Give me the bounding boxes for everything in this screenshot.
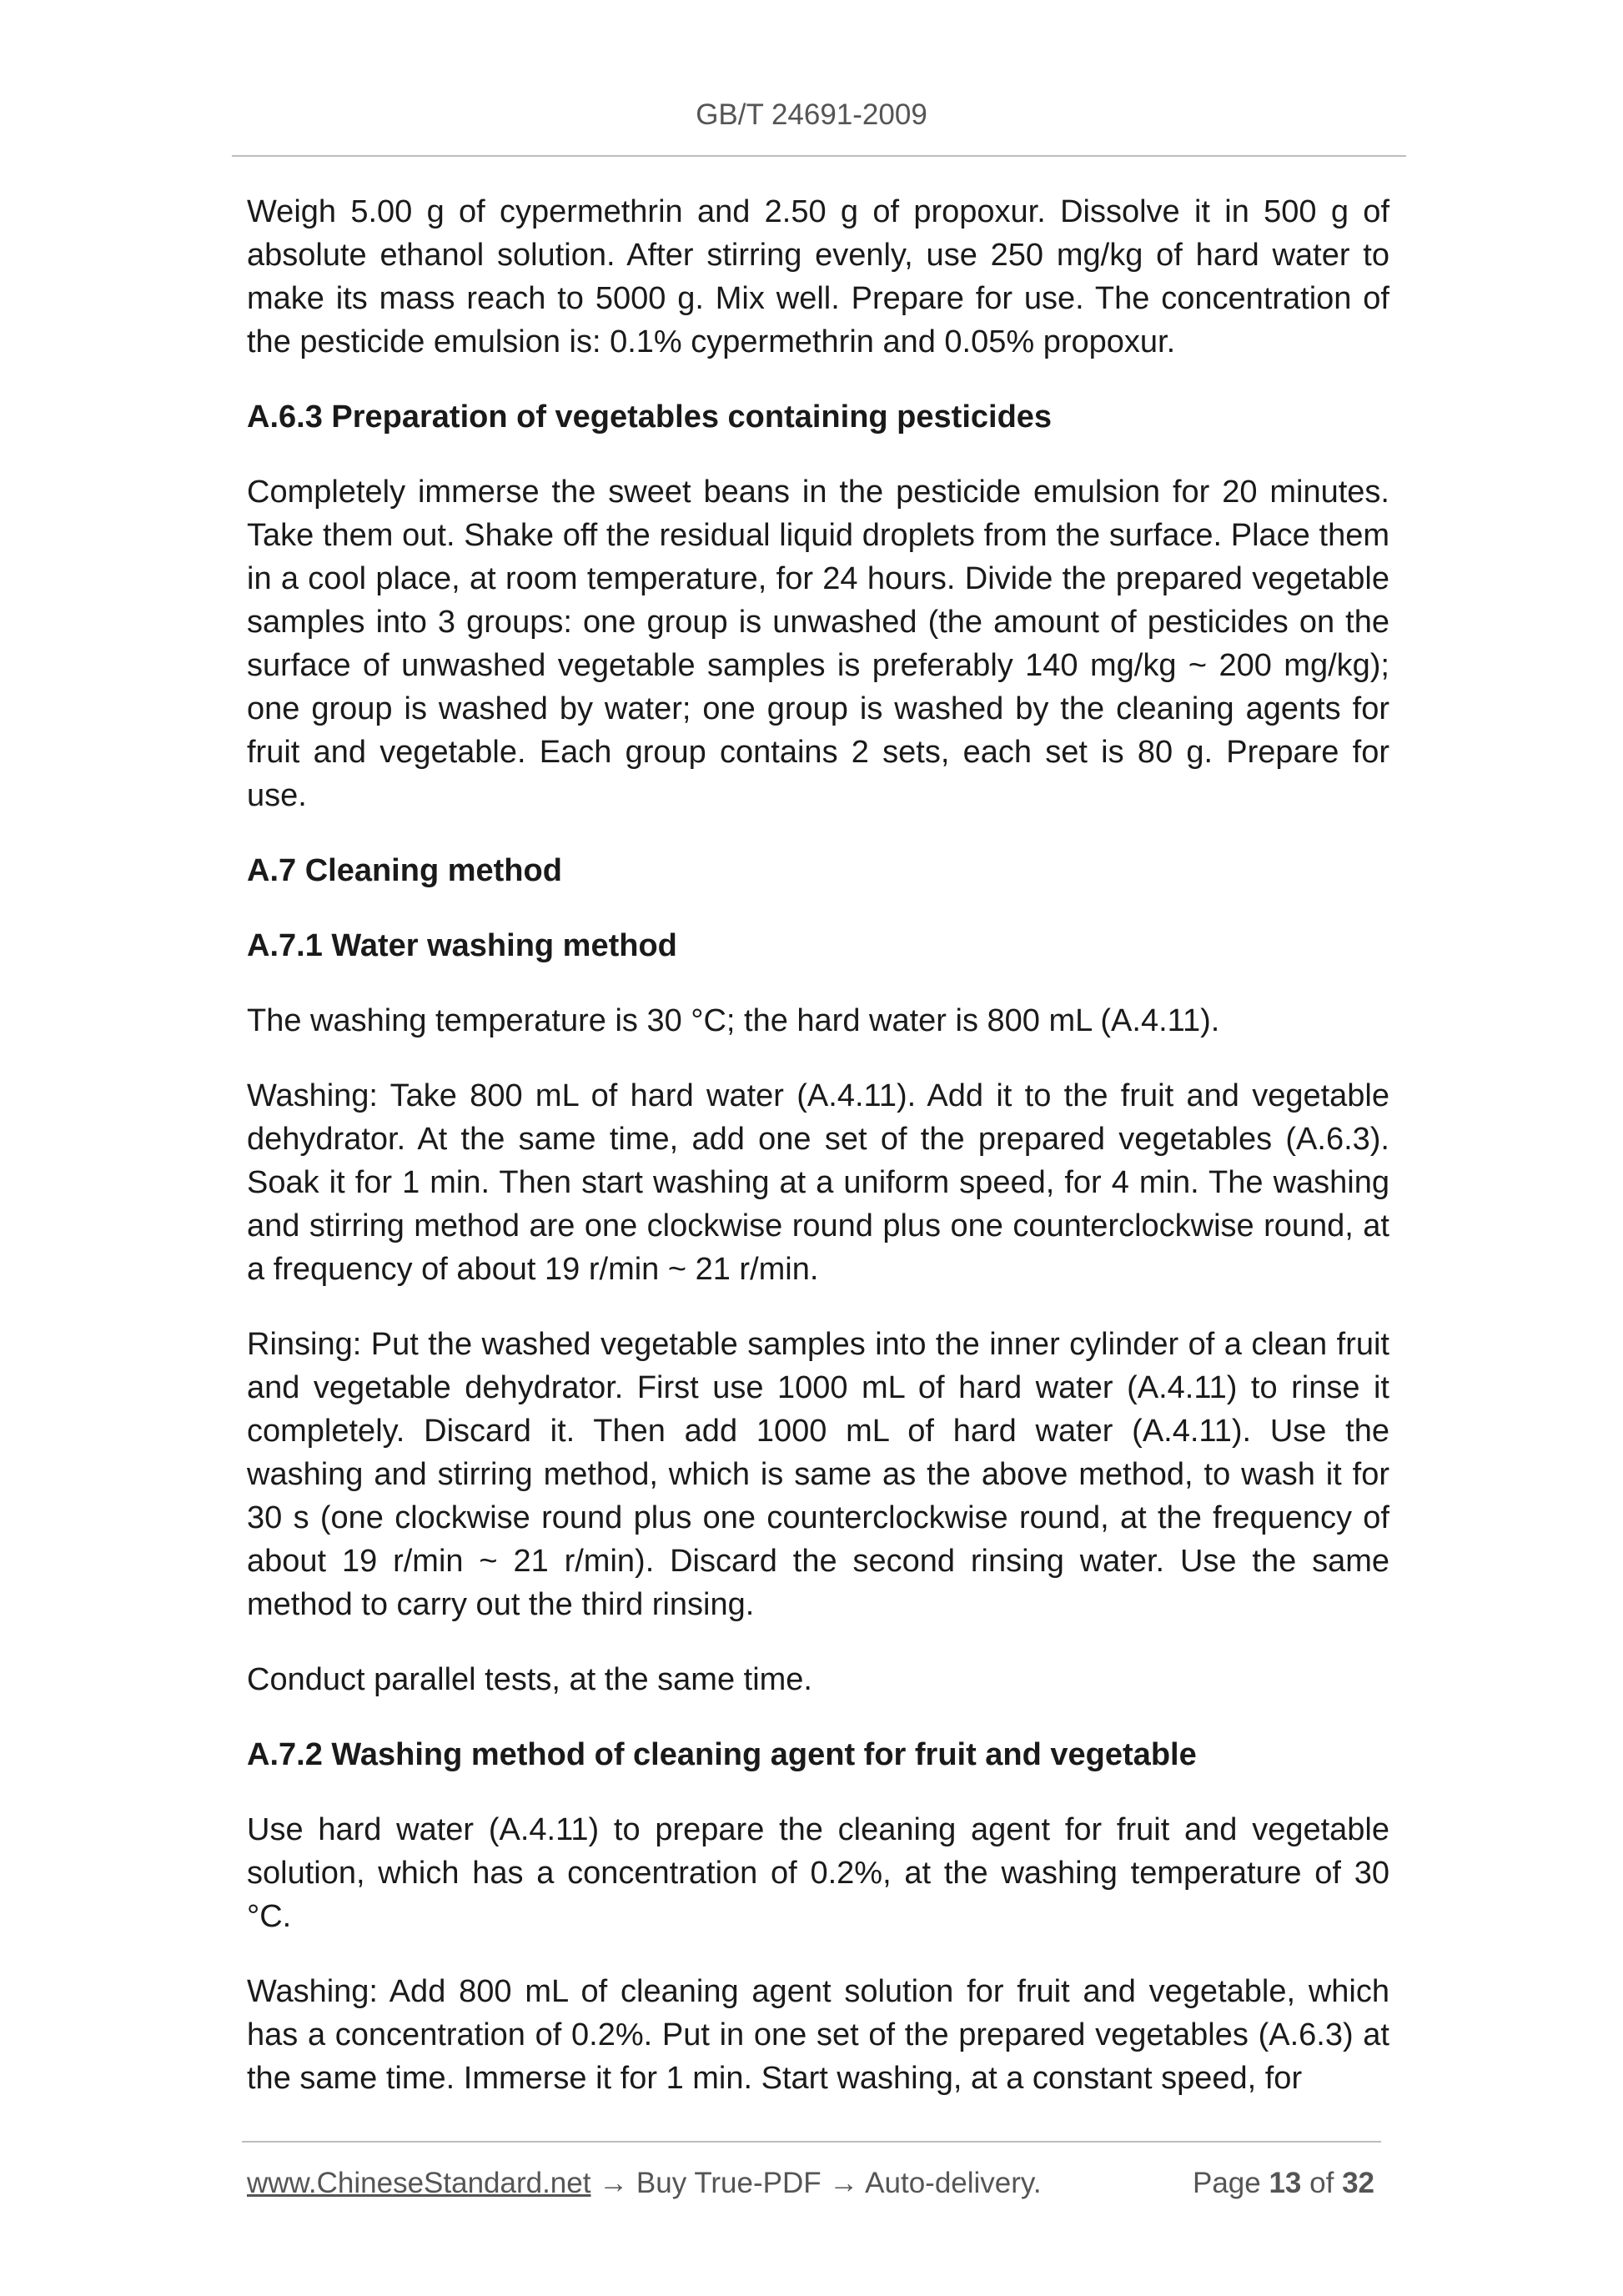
paragraph-parallel-tests: Conduct parallel tests, at the same time. (247, 1662, 812, 1697)
footer-promo (247, 2163, 1042, 2203)
footer-tagline: → Buy True-PDF → Auto-delivery. (590, 2167, 1042, 2199)
paragraph-washing-temperature: The washing temperature is 30 °C; the hard water is 800 mL (A.4.11). (247, 1003, 1220, 1038)
section-heading-a-7-2: A.7.2 Washing method of cleaning agent for fruit and vegetable (247, 1737, 1197, 1772)
paragraph-emulsion-preparation: Weigh 5.00 g of cypermethrin and 2.50 g of propoxur. Dissolve it in 500 g of absolute ethanol solution. After stirring evenly, use 250 mg/kg of hard water to make its mass reach to 5000 g. Mix well. Prepare for use. The concentration of the pesticide emulsion is: 0.1% cypermethrin and 0.05% propoxur. (247, 194, 1389, 359)
website-link[interactable]: www.ChineseStandard.net (247, 2167, 591, 2199)
section-heading-a-7-1: A.7.1 Water washing method (247, 928, 677, 963)
paragraph-vegetable-preparation: Completely immerse the sweet beans in the pesticide emulsion for 20 minutes. Take them out. Shake off the residual liquid droplets from the surface. Place them in a cool place, at room temperature, for 24 hours. Divide the prepared vegetable samples into 3 groups: one group is unwashed (the amount of pesticides on the surface of unwashed vegetable samples is preferably 140 mg/kg ~ 200 mg/kg); one group is washed by water; one group is washed by the cleaning agents for fruit and vegetable. Each group contains 2 sets, each set is 80 g. Prepare for use. (247, 475, 1389, 813)
total-page-count: 32 (1342, 2167, 1374, 2199)
document-body (247, 190, 1389, 2132)
paragraph-washing-procedure: Washing: Take 800 mL of hard water (A.4.11). Add it to the fruit and vegetable dehydrator. At the same time, add one set of the prepared vegetables (A.6.3). Soak it for 1 min. Then start washing at a uniform speed, for 4 min. The washing and stirring method are one clockwise round plus one counterclockwise round, at a frequency of about 19 r/min ~ 21 r/min. (247, 1078, 1389, 1287)
paragraph-rinsing-procedure: Rinsing: Put the washed vegetable samples into the inner cylinder of a clean fruit and vegetable dehydrator. First use 1000 mL of hard water (A.4.11) to rinse it completely. Discard it. Then add 1000 mL of hard water (A.4.11). Use the washing and stirring method, which is same as the above method, to wash it for 30 s (one clockwise round plus one counterclockwise round, at the frequency of about 19 r/min ~ 21 r/min). Discard the second rinsing water. Use the same method to carry out the third rinsing. (247, 1327, 1389, 1622)
of-label: of (1309, 2167, 1334, 2199)
header-divider (232, 155, 1406, 157)
section-heading-a-6-3: A.6.3 Preparation of vegetables containing pesticides (247, 399, 1053, 435)
section-heading-a-7: A.7 Cleaning method (247, 853, 562, 888)
paragraph-cleaning-agent-washing: Washing: Add 800 mL of cleaning agent solution for fruit and vegetable, which has a concentration of 0.2%. Put in one set of the prepared vegetables (A.6.3) at the same time. Immerse it for 1 min. Start washing, at a constant speed, for (247, 1974, 1389, 2096)
page-header-title: GB/T 24691-2009 (696, 98, 927, 131)
page-label: Page (1192, 2167, 1261, 2199)
footer-divider (242, 2141, 1381, 2143)
current-page-number: 13 (1269, 2167, 1302, 2199)
paragraph-cleaning-agent-solution: Use hard water (A.4.11) to prepare the cleaning agent for fruit and vegetable solution, which has a concentration of 0.2%, at the washing temperature of 30 °C. (247, 1812, 1389, 1934)
page-number (1193, 2163, 1374, 2203)
